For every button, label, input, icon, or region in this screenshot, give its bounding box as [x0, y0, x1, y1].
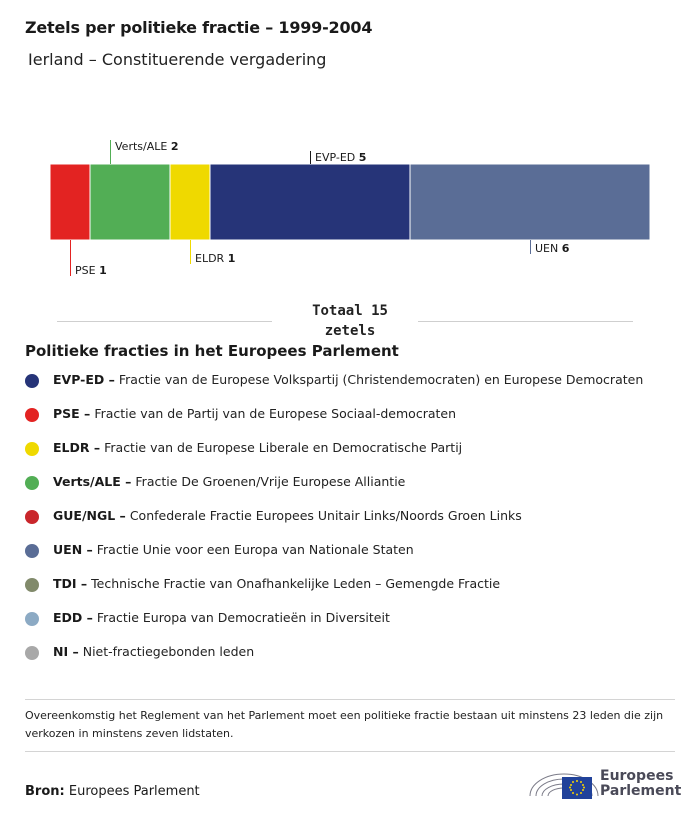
legend-item	[25, 474, 685, 508]
total-divider-right	[418, 321, 633, 322]
bar-segment-pse	[50, 164, 90, 240]
note-divider-top	[25, 699, 675, 700]
legend-swatch	[25, 578, 39, 592]
bar-segment-verts-ale	[90, 164, 170, 240]
bar-segment-uen	[410, 164, 650, 240]
legend-description: Technische Fractie van Onafhankelijke Leden – Gemengde Fractie	[91, 576, 501, 591]
legend-item	[25, 610, 685, 644]
legend-swatch	[25, 646, 39, 660]
legend-abbr: EVP-ED –	[53, 372, 115, 387]
bar-segment-eldr	[170, 164, 210, 240]
ep-logo-line2: Parlement	[600, 783, 682, 799]
legend-description: Fractie Europa van Democratieën in Diversiteit	[96, 610, 390, 625]
bar-label-pse: PSE 1	[75, 264, 107, 277]
legend-swatch	[25, 544, 39, 558]
total-seats	[300, 301, 400, 341]
ep-logo-text	[600, 769, 681, 799]
legend-swatch	[25, 374, 39, 388]
legend-item	[25, 508, 685, 542]
legend-swatch	[25, 442, 39, 456]
legend-description: Confederale Fractie Europees Unitair Links/Noords Groen Links	[129, 508, 522, 523]
chart-subtitle: Ierland – Constituerende vergadering	[28, 50, 327, 69]
footnote: Overeenkomstig het Reglement van het Parlement moet een politieke fractie bestaan uit minstens 23 leden die zijn verkozen in minstens zeven lidstaten.	[25, 709, 664, 740]
legend-swatch	[25, 510, 39, 524]
legend-description: Fractie van de Partij van de Europese Sociaal-democraten	[94, 406, 457, 421]
total-divider-left	[57, 321, 272, 322]
legend-description: Fractie van de Europese Volkspartij (Christendemocraten) en Europese Democraten	[118, 372, 644, 387]
bar-label-uen: UEN 6	[535, 242, 570, 255]
legend-swatch	[25, 612, 39, 626]
stacked-bar-chart	[0, 130, 700, 280]
source-label: Bron:	[25, 784, 65, 799]
legend-item	[25, 576, 685, 610]
legend-swatch	[25, 476, 39, 490]
source-value: Europees Parlement	[68, 784, 200, 799]
total-seats-line1: Totaal 15	[312, 303, 388, 319]
note-divider-bottom	[25, 751, 675, 752]
legend-description: Fractie van de Europese Liberale en Democratische Partij	[104, 440, 463, 455]
legend-abbr: Verts/ALE –	[53, 474, 132, 489]
legend-abbr: NI –	[53, 644, 79, 659]
legend-abbr: TDI –	[53, 576, 88, 591]
legend-item	[25, 644, 685, 678]
source	[25, 784, 200, 799]
legend-abbr: ELDR –	[53, 440, 101, 455]
legend-description: Fractie Unie voor een Europa van Nationale Staten	[96, 542, 414, 557]
bar-label-eldr: ELDR 1	[195, 252, 236, 265]
legend	[25, 372, 685, 678]
legend-abbr: EDD –	[53, 610, 93, 625]
legend-abbr: GUE/NGL –	[53, 508, 126, 523]
legend-title: Politieke fracties in het Europees Parlement	[25, 342, 399, 360]
legend-item	[25, 372, 685, 406]
bar-label-evp-ed: EVP-ED 5	[315, 151, 367, 164]
bar-label-verts-ale: Verts/ALE 2	[115, 140, 179, 153]
legend-item	[25, 406, 685, 440]
ep-logo-line1: Europees	[600, 768, 674, 784]
legend-description: Niet-fractiegebonden leden	[82, 644, 255, 659]
legend-swatch	[25, 408, 39, 422]
total-seats-line2: zetels	[324, 323, 376, 339]
bar-segment-evp-ed	[210, 164, 410, 240]
legend-item	[25, 542, 685, 576]
chart-title: Zetels per politieke fractie – 1999-2004	[25, 18, 373, 37]
legend-abbr: PSE –	[53, 406, 91, 421]
legend-item	[25, 440, 685, 474]
legend-description: Fractie De Groenen/Vrije Europese Alliantie	[135, 474, 406, 489]
legend-abbr: UEN –	[53, 542, 93, 557]
